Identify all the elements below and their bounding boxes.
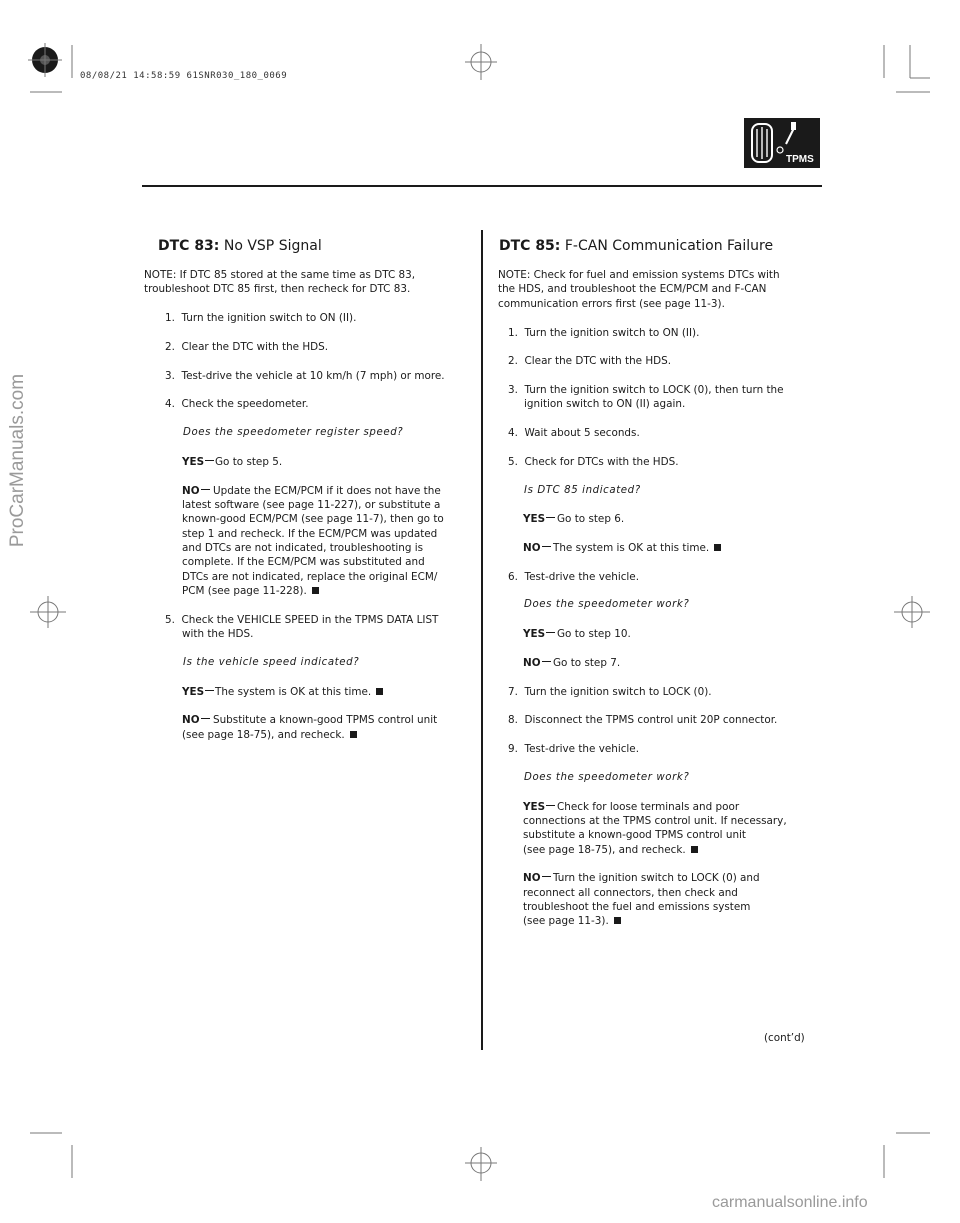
right-q1-yes-label <box>523 512 555 526</box>
right-heading <box>499 237 773 255</box>
right-step-7 <box>508 685 712 699</box>
step-text: Check the VEHICLE SPEED in the TPMS DATA LIST <box>181 614 439 626</box>
right-step-2 <box>508 354 671 368</box>
left-step-4 <box>165 397 309 411</box>
yes-label: YES <box>182 456 205 468</box>
left-q1-no-line-2: latest software (see page 11-227), or substitute a <box>182 499 441 511</box>
step-text: Check for DTCs with the HDS. <box>524 456 679 468</box>
step-text: Test-drive the vehicle. <box>524 571 640 583</box>
step-text: Clear the DTC with the HDS. <box>181 341 329 353</box>
continued-note: (cont’d) <box>764 1032 805 1044</box>
left-q2-no-line-2 <box>182 728 357 742</box>
left-q1-no-line-8 <box>182 584 319 598</box>
yes-label: YES <box>523 513 546 525</box>
no-label: NO <box>523 542 541 554</box>
no-label: NO <box>523 872 541 884</box>
right-note-line-3: communication errors first (see page 11-3). <box>498 298 725 310</box>
end-mark-icon <box>691 846 698 853</box>
tpms-badge-icon <box>744 118 820 168</box>
left-q2-yes-text <box>215 685 383 699</box>
left-q2-no-line-1: Substitute a known-good TPMS control unit <box>213 714 438 726</box>
left-q2-no-label <box>182 713 210 727</box>
end-mark-icon <box>614 917 621 924</box>
left-q1-no-line-1: Update the ECM/PCM if it does not have the <box>213 485 441 497</box>
right-step-4 <box>508 426 640 440</box>
right-q3-yes-line-1: Check for loose terminals and poor <box>557 801 740 813</box>
end-mark-icon <box>350 731 357 738</box>
right-q2-yes-text: Go to step 10. <box>557 628 631 640</box>
right-question-1: Is DTC 85 indicated? <box>524 485 641 496</box>
step-text: Check the speedometer. <box>181 398 309 410</box>
no-label: NO <box>182 714 200 726</box>
yes-label: YES <box>523 801 546 813</box>
left-dtc-title: No VSP Signal <box>223 238 322 254</box>
right-q3-no-line-3: troubleshoot the fuel and emissions system <box>523 901 751 913</box>
step-text: Disconnect the TPMS control unit 20P connector. <box>524 714 778 726</box>
step-number: 5. <box>508 456 518 468</box>
end-mark-icon <box>714 544 721 551</box>
end-mark-icon <box>376 688 383 695</box>
step-text: Test-drive the vehicle. <box>524 743 640 755</box>
yes-label: YES <box>182 686 205 698</box>
right-step-9 <box>508 742 639 756</box>
right-q3-no-line-2: reconnect all connectors, then check and <box>523 887 738 899</box>
step-text: Clear the DTC with the HDS. <box>524 355 672 367</box>
left-q1-yes-label <box>182 455 214 469</box>
right-q1-no-text <box>553 541 721 555</box>
yes-label: YES <box>523 628 546 640</box>
right-note-line-1: NOTE: Check for fuel and emission systems DTCs with <box>498 269 780 281</box>
line-text: (see page 18-75), and recheck. <box>182 729 345 741</box>
line-text: (see page 11-3). <box>523 915 609 927</box>
right-q2-yes-label <box>523 627 555 641</box>
line-text: (see page 18-75), and recheck. <box>523 844 686 856</box>
tpms-badge <box>744 118 820 168</box>
left-step-2 <box>165 340 328 354</box>
left-q1-no-line-3: known-good ECM/PCM (see page 11-7), then go to <box>182 513 444 525</box>
left-note-line-1: NOTE: If DTC 85 stored at the same time as DTC 83, <box>144 269 416 281</box>
right-step-3-line-2: ignition switch to ON (II) again. <box>524 398 686 410</box>
step-number: 7. <box>508 686 518 698</box>
left-dtc-code: DTC 83: <box>158 238 220 254</box>
end-mark-icon <box>312 587 319 594</box>
step-text: Turn the ignition switch to ON (II). <box>524 327 700 339</box>
right-q3-yes-line-2: connections at the TPMS control unit. If necessary, <box>523 815 787 827</box>
no-label: NO <box>523 657 541 669</box>
step-number: 4. <box>508 427 518 439</box>
left-step-3 <box>165 369 445 383</box>
right-dtc-title: F-CAN Communication Failure <box>564 238 774 254</box>
left-step-1 <box>165 311 356 325</box>
left-question-2: Is the vehicle speed indicated? <box>183 657 360 668</box>
left-q2-yes-label <box>182 685 214 699</box>
left-q1-no-line-5: and DTCs are not indicated, troubleshooting is <box>182 542 424 554</box>
step-number: 2. <box>165 341 175 353</box>
left-q1-no-line-6: complete. If the ECM/PCM was substituted and <box>182 556 425 568</box>
right-q3-yes-line-4 <box>523 843 698 857</box>
left-q1-no-line-7: DTCs are not indicated, replace the original ECM/ <box>182 571 438 583</box>
left-q1-yes-text: Go to step 5. <box>215 456 283 468</box>
step-number: 6. <box>508 571 518 583</box>
step-number: 3. <box>508 384 518 396</box>
left-step-5-line-2: with the HDS. <box>182 628 254 640</box>
step-text: Test-drive the vehicle at 10 km/h (7 mph) or more. <box>181 370 445 382</box>
right-q1-yes-text: Go to step 6. <box>557 513 625 525</box>
right-q3-no-label <box>523 871 551 885</box>
tpms-badge-label: TPMS <box>786 154 814 165</box>
right-q3-yes-label <box>523 800 555 814</box>
step-text: Wait about 5 seconds. <box>524 427 640 439</box>
right-step-5 <box>508 455 679 469</box>
right-q2-no-text: Go to step 7. <box>553 657 621 669</box>
column-divider <box>481 230 483 1050</box>
right-note-line-2: the HDS, and troubleshoot the ECM/PCM and F-CAN <box>498 283 767 295</box>
header-rule <box>142 185 822 187</box>
left-note-line-2: troubleshoot DTC 85 first, then recheck for DTC 83. <box>144 283 411 295</box>
step-number: 1. <box>508 327 518 339</box>
right-step-8 <box>508 713 777 727</box>
right-question-2: Does the speedometer work? <box>524 599 690 610</box>
line-text: PCM (see page 11-228). <box>182 585 307 597</box>
right-step-3 <box>508 383 784 397</box>
step-text: Turn the ignition switch to LOCK (0), then turn the <box>524 384 784 396</box>
step-number: 5. <box>165 614 175 626</box>
line-text: The system is OK at this time. <box>553 542 710 554</box>
bottom-watermark: carmanualsonline.info <box>712 1194 868 1211</box>
no-label: NO <box>182 485 200 497</box>
left-q1-no-line-4: step 1 and recheck. If the ECM/PCM was updated <box>182 528 438 540</box>
left-step-5 <box>165 613 438 627</box>
step-number: 2. <box>508 355 518 367</box>
right-q3-no-line-4 <box>523 914 621 928</box>
left-question-1: Does the speedometer register speed? <box>183 427 404 438</box>
right-dtc-code: DTC 85: <box>499 238 561 254</box>
right-step-1 <box>508 326 699 340</box>
left-heading <box>158 237 322 255</box>
step-number: 9. <box>508 743 518 755</box>
step-number: 3. <box>165 370 175 382</box>
step-number: 8. <box>508 714 518 726</box>
right-q3-yes-line-3: substitute a known-good TPMS control unit <box>523 829 746 841</box>
step-text: Turn the ignition switch to LOCK (0). <box>524 686 712 698</box>
step-text: Turn the ignition switch to ON (II). <box>181 312 357 324</box>
line-text: The system is OK at this time. <box>215 686 372 698</box>
right-q1-no-label <box>523 541 551 555</box>
print-timestamp: 08/08/21 14:58:59 61SNR030_180_0069 <box>80 71 288 81</box>
right-q2-no-label <box>523 656 551 670</box>
right-step-6 <box>508 570 639 584</box>
step-number: 4. <box>165 398 175 410</box>
right-q3-no-line-1: Turn the ignition switch to LOCK (0) and <box>553 872 760 884</box>
right-question-3: Does the speedometer work? <box>524 772 690 783</box>
side-watermark: ProCarManuals.com <box>6 373 28 548</box>
step-number: 1. <box>165 312 175 324</box>
left-q1-no-label <box>182 484 210 498</box>
